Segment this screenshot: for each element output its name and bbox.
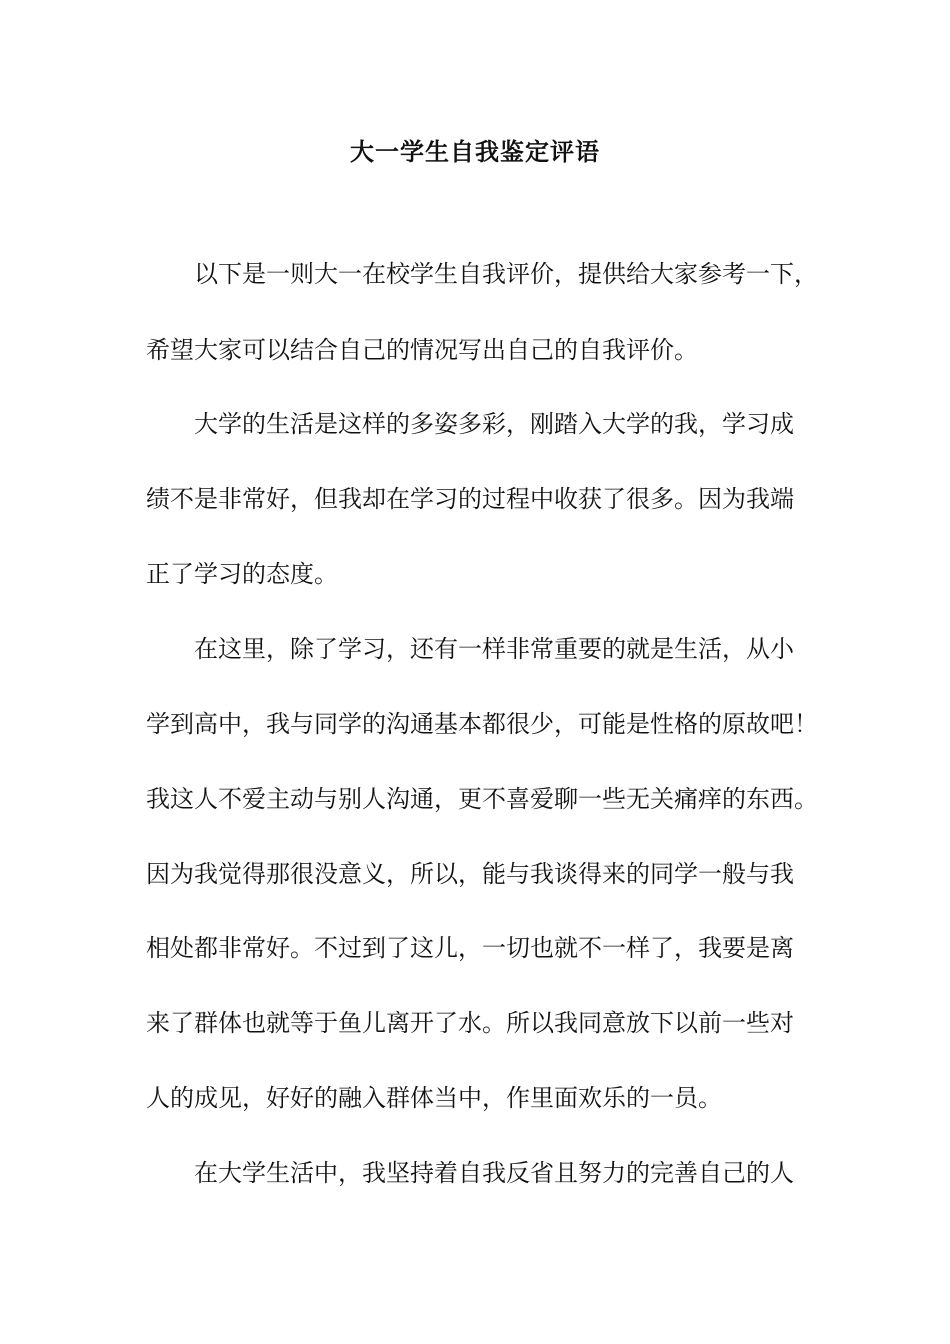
document-title: 大一学生自我鉴定评语 (350, 137, 600, 166)
paragraph-line: 来了群体也就等于鱼儿离开了水。所以我同意放下以前一些对 (146, 1009, 794, 1037)
paragraph-line: 因为我觉得那很没意义，所以，能与我谈得来的同学一般与我 (146, 860, 794, 888)
paragraph-line: 在这里，除了学习，还有一样非常重要的就是生活，从小 (194, 635, 794, 663)
paragraph-line: 以下是一则大一在校学生自我评价，提供给大家参考一下， (194, 260, 818, 288)
paragraph-line: 我这人不爱主动与别人沟通，更不喜爱聊一些无关痛痒的东西。 (146, 785, 818, 813)
paragraph-line: 大学的生活是这样的多姿多彩，刚踏入大学的我，学习成 (194, 410, 794, 438)
paragraph-line: 相处都非常好。不过到了这儿，一切也就不一样了，我要是离 (146, 934, 794, 962)
paragraph-line: 人的成见，好好的融入群体当中，作里面欢乐的一员。 (146, 1084, 722, 1112)
paragraph-line: 希望大家可以结合自己的情况写出自己的自我评价。 (146, 336, 698, 364)
paragraph-line: 绩不是非常好，但我却在学习的过程中收获了很多。因为我端 (146, 485, 794, 513)
paragraph-line: 学到高中，我与同学的沟通基本都很少，可能是性格的原故吧！ (146, 710, 818, 738)
paragraph-line: 正了学习的态度。 (146, 560, 338, 588)
paragraph-line: 在大学生活中，我坚持着自我反省且努力的完善自己的人 (194, 1159, 794, 1187)
